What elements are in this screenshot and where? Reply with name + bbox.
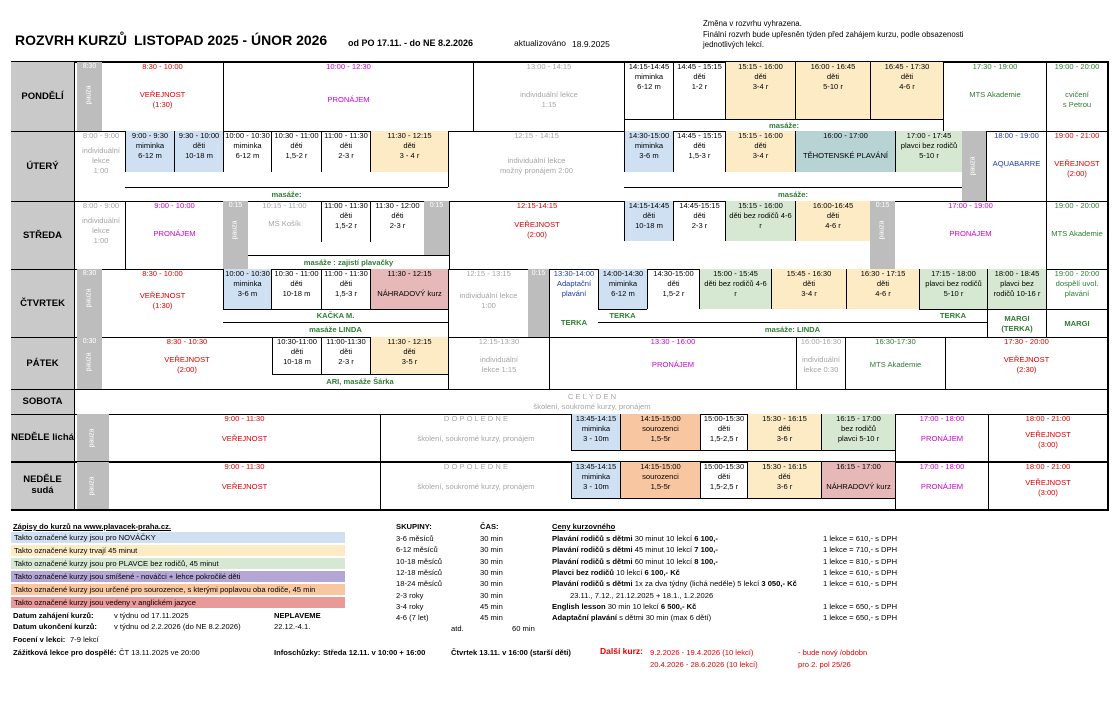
price-name: Plavání rodičů s dětmi: [552, 534, 633, 543]
group-time: 45 min: [480, 613, 503, 623]
info-label: Infoschůzky:: [274, 648, 321, 657]
course-slot[interactable]: 13:45-14:15 miminka 3 - 10m: [571, 414, 620, 450]
registration-link[interactable]: Zápisy do kurzů na www.plavacek-praha.cz.: [13, 522, 171, 531]
start-label: Datum zahájení kurzů:: [13, 611, 94, 620]
day-friday: PÁTEK: [11, 337, 75, 389]
course-slot[interactable]: 16:15 - 17:00 bez rodičů plavci 5-10 r: [821, 414, 895, 450]
full-day-slot[interactable]: C E L Ý D E N školení, soukromé kurzy, pronájem: [533, 391, 651, 411]
break-cell: pauza: [962, 131, 986, 201]
day-monday: PONDĚLÍ: [11, 62, 75, 131]
price-row: [552, 544, 718, 555]
notice-line: jednotlivých lekcí.: [703, 40, 765, 49]
price-detail: 1x za dva týdny (lichá neděle) 5 lekcí: [632, 579, 762, 589]
legend-item: Takto označené kurzy jsou pro PLAVCE bez rodičů, 45 minut: [11, 558, 345, 569]
academy-slot[interactable]: 17:30 - 19:00 MTS Akademie: [943, 62, 1046, 131]
course-slot[interactable]: 11:30 - 12:15 děti 3-5 r: [370, 337, 448, 374]
course-slot[interactable]: 15:30 - 16:15 děti 3-6 r: [747, 414, 821, 450]
course-slot[interactable]: 11:00 - 11:30 děti 1,5-2 r: [321, 201, 370, 242]
price-row: [552, 601, 696, 612]
new-note-1: - bude nový /obdobn: [798, 648, 868, 657]
replacement-course-slot[interactable]: 11:30 - 12:15 NÁHRADOVÝ kurz: [370, 269, 448, 309]
legend-item: Takto označené kurzy trvají 45 minut: [11, 545, 345, 556]
course-slot[interactable]: 11:30 - 12:15 děti 3 - 4 r: [370, 131, 448, 172]
notice-line: Změna v rozvrhu vyhrazena.: [703, 19, 802, 28]
page-title: ROZVRH KURZŮ: [15, 32, 127, 48]
price-per-lesson: 1 lekce = 810,- s DPH: [823, 556, 898, 566]
individual-lesson-slot[interactable]: 12:15-13:30 individuální lekce 1:15: [448, 337, 549, 389]
aquabarre-slot[interactable]: 18:00 - 19:00 AQUABARRE: [986, 131, 1046, 201]
group-name: 6-12 měsíců: [396, 545, 438, 555]
adult-swim-slot[interactable]: 19:00 - 20:00 dospělí uvol. plavání: [1046, 269, 1107, 309]
notice-line: Finální rozvrh bude upřesněn týden před zahájem kurzu, podle obsazenosti: [703, 29, 964, 39]
day-tuesday: ÚTERÝ: [11, 131, 75, 201]
price-detail: 23.11., 7.12., 21.12.2025 + 18.1., 1.2.2026: [570, 590, 714, 600]
price-detail: 45 minut 10 lekcí: [632, 545, 695, 555]
course-slot[interactable]: 15:15 - 16:00 děti bez rodičů 4-6 r: [725, 201, 795, 241]
course-slot[interactable]: 11:00 - 11:30 děti 2-3 r: [321, 131, 370, 172]
exercise-slot[interactable]: 19:00 - 20:00 cvičení s Petrou: [1046, 62, 1107, 131]
rental-slot[interactable]: 17:00 - 18:00 PRONÁJEM: [895, 462, 988, 509]
massage-bar: ARI, masáže Šárka: [272, 374, 448, 389]
group-time: 30 min: [480, 579, 503, 589]
course-slot[interactable]: 15:30 - 16:15 děti 3-6 r: [747, 462, 821, 498]
price-value: 6 100,-: [694, 534, 718, 543]
info-value-2: Čtvrtek 13.11. v 16:00 (starší děti): [451, 648, 571, 657]
rental-slot[interactable]: 9:00 - 10:00 PRONÁJEM: [125, 201, 223, 269]
instructor-bar: MARGI: [1046, 309, 1107, 337]
price-per-lesson: 1 lekce = 650,- s DPH: [823, 613, 898, 623]
break-cell: 0:15: [424, 201, 449, 255]
break-cell: 8:30 pauza: [77, 269, 102, 337]
course-slot[interactable]: 14:30-15:00 děti 1,5-2 r: [647, 269, 699, 309]
group-name: 18-24 měsíců: [396, 579, 443, 589]
replacement-course-slot[interactable]: 16:15 - 17:00 NÁHRADOVÝ kurz: [821, 462, 895, 498]
course-slot[interactable]: 10:00 - 10:30 miminka 3-6 m: [223, 269, 271, 309]
price-detail: s dětmi 30 min (max 6 dětí): [617, 613, 712, 623]
public-swim-slot[interactable]: 12:15-14:15 VEŘEJNOST (2:00): [449, 201, 624, 269]
break-cell: pauza: [77, 462, 109, 509]
kindergarten-slot[interactable]: 10:15 - 11:00 MŠ Košík: [262, 201, 307, 228]
individual-lesson-slot[interactable]: 8:00 - 9:00 individuální lekce 1:00: [82, 131, 120, 175]
group-sixty: 60 min: [512, 624, 535, 633]
course-slot[interactable]: 17:00 - 17:45 plavci bez rodičů 5-10 r: [895, 131, 962, 172]
adaptation-swim-slot[interactable]: 13:30-14:00 Adaptační plavání: [549, 269, 598, 309]
course-slot[interactable]: 14:15-15:00 sourozenci 1,5-5r: [620, 462, 700, 498]
course-slot[interactable]: 15:15 - 16:00 děti 3-4 r: [725, 62, 795, 119]
instructor-bar: TERKA: [598, 309, 647, 322]
groups-heading: SKUPINY:: [396, 522, 432, 531]
updated-date: 18.9.2025: [572, 39, 610, 49]
morning-slot[interactable]: D O P O L E D N E školení, soukromé kurzy, pronájem: [380, 414, 571, 461]
legend-item: Takto označené kurzy jsou smíšené - nováčci + lehce pokročilé děti: [11, 571, 345, 582]
price-detail: 30 min 10 lekcí: [605, 601, 661, 611]
price-detail: 10 lekcí: [614, 567, 645, 577]
course-slot[interactable]: 11:30 - 12:00 děti 2-3 r: [370, 201, 424, 242]
academy-slot[interactable]: 19:00 - 20:00 MTS Akademie: [1046, 201, 1107, 269]
morning-slot[interactable]: D O P O L E D N E školení, soukromé kurzy, pronájem: [380, 462, 571, 509]
massage-bar: masáže LINDA: [223, 322, 448, 337]
group-time: 30 min: [480, 556, 503, 566]
break-cell: 0:15 pauza: [223, 201, 248, 269]
notice: [703, 19, 964, 51]
public-swim-slot[interactable]: 8:30 - 10:00 VEŘEJNOST (1:30): [139, 62, 186, 109]
date-range: od PO 17.11. - do NE 8.2.2026: [348, 38, 474, 48]
course-slot[interactable]: 16:00-16:45 děti 4-6 r: [795, 201, 870, 241]
public-swim-slot[interactable]: 18:00 - 21:00 VEŘEJNOST (3:00): [988, 414, 1107, 461]
info-value-1: Středa 12.11. v 10:00 + 16:00: [323, 648, 426, 657]
day-saturday: SOBOTA: [11, 389, 75, 414]
course-slot[interactable]: 15:45 - 16:30 děti 3-4 r: [771, 269, 846, 309]
day-wednesday: STŘEDA: [11, 201, 75, 269]
no-swim-value: 22.12.-4.1.: [274, 622, 311, 631]
price-row: [552, 578, 797, 589]
experience-label: Zážitková lekce pro dospělé:: [13, 648, 117, 657]
price-value: 6 100,- Kč: [644, 567, 680, 577]
start-value: v týdnu od 17.11.2025: [114, 611, 189, 620]
course-slot[interactable]: 14:45 - 15:15 děti 1-2 r: [673, 62, 725, 119]
next-course-label: Další kurz:: [600, 646, 643, 656]
legend-item: Takto označené kurzy jsou pro NOVÁČKY: [11, 532, 345, 543]
public-swim-slot[interactable]: 8:30 - 10:00 VEŘEJNOST (1:30): [139, 269, 186, 310]
period-title: LISTOPAD 2025 - ÚNOR 2026: [134, 32, 328, 48]
course-slot[interactable]: 14:45 - 15:15 děti 1,5-3 r: [673, 131, 725, 172]
updated-label: aktualizováno: [514, 38, 566, 48]
experience-value: ČT 13.11.2025 ve 20:00: [119, 648, 200, 657]
rental-slot[interactable]: 10:00 - 12:30 PRONÁJEM: [223, 62, 473, 131]
course-slot[interactable]: 11:00-11:30 děti 2-3 r: [321, 337, 370, 374]
massage-bar: masáže : zajistí plavačky: [248, 255, 449, 269]
time-heading: ČAS:: [480, 522, 499, 531]
rental-slot[interactable]: 17:00 - 19:00 PRONÁJEM: [948, 201, 993, 238]
day-thursday: ČTVRTEK: [11, 269, 75, 337]
group-name: 12-18 měsíců: [396, 567, 443, 577]
course-slot[interactable]: 10:00 - 10:30 miminka 6-12 m: [223, 131, 271, 172]
course-slot[interactable]: 15:00 - 15:45 děti bez rodičů 4-6 r: [699, 269, 771, 309]
price-row: [552, 533, 718, 544]
no-swim-label: NEPLAVEME: [274, 611, 321, 620]
group-time: 30 min: [480, 545, 503, 555]
course-slot[interactable]: 13:45-14:15 miminka 3 - 10m: [571, 462, 620, 498]
price-name: Plavci bez rodičů: [552, 567, 615, 577]
course-slot[interactable]: 15:00-15:30 děti 1,5-2,5 r: [700, 462, 747, 498]
day-sunday-odd: NEDĚLE lichá: [11, 414, 75, 461]
course-slot[interactable]: 18:00 - 18:45 plavci bez rodičů 10-16 r: [987, 269, 1046, 309]
price-value: 6 500,- Kč: [660, 601, 697, 611]
price-value: 7 100,-: [694, 545, 718, 555]
massage-bar: masáže:: [125, 187, 448, 201]
new-note-2: pro 2. pol 25/26: [798, 660, 851, 669]
course-slot[interactable]: 17:15 - 18:00 plavci bez rodičů 5-10 r: [919, 269, 987, 309]
break-cell: pauza: [77, 414, 109, 461]
price-per-lesson: 1 lekce = 650,- s DPH: [823, 601, 898, 611]
price-row: [552, 567, 680, 578]
public-swim-slot[interactable]: 9:00 - 11:30 VEŘEJNOST: [221, 462, 268, 491]
massage-bar: masáže:: [624, 187, 962, 201]
individual-lesson-slot[interactable]: 16:00-16:30 individuální lekce 0:30: [796, 337, 845, 389]
price-per-lesson: 1 lekce = 710,- s DPH: [823, 545, 898, 555]
instructor-bar: KAČKA M.: [223, 309, 448, 322]
photo-value: 7-9 lekcí: [70, 635, 99, 644]
group-name: 4-6 (7 let): [396, 613, 429, 623]
legend-item: Takto označené kurzy jsou vedeny v anglickém jazyce: [11, 597, 345, 608]
legend-item: Takto označené kurzy jsou určené pro sourozence, s kterými poplavou oba rodiče, 45 min: [11, 584, 345, 595]
individual-lesson-slot[interactable]: 12:15 - 14:15 individuální lekce možný pronájem 2:00: [448, 131, 624, 187]
course-slot[interactable]: 14:30-15:00 miminka 3-6 m: [624, 131, 673, 172]
course-slot[interactable]: 16:45 - 17:30 děti 4-6 r: [870, 62, 943, 119]
course-slot[interactable]: 16:00 - 16:45 děti 5-10 r: [795, 62, 870, 119]
public-swim-slot[interactable]: 9:00 - 11:30 VEŘEJNOST: [221, 414, 268, 443]
day-sunday-even: NEDĚLE sudá: [11, 461, 75, 509]
price-name: Plavání rodičů s dětmi: [552, 556, 633, 566]
public-swim-slot[interactable]: 17:30 - 20:00 VEŘEJNOST (2:30): [945, 337, 1107, 389]
group-name: 2-3 roky: [396, 590, 424, 600]
price-per-lesson: 1 lekce = 610,- s DPH: [823, 579, 898, 589]
break-cell: 8:30 pauza: [77, 62, 102, 131]
price-row: [552, 612, 711, 623]
group-time: 30 min: [480, 534, 503, 543]
instructor-bar: TERKA: [919, 309, 987, 322]
price-name: Adaptační plavání: [552, 613, 617, 623]
course-slot[interactable]: 14:15-15:00 sourozenci 1,5-5r: [620, 414, 700, 450]
group-name: 3-4 roky: [396, 601, 424, 611]
public-swim-slot[interactable]: 19:00 - 21:00 VEŘEJNOST (2:00): [1046, 131, 1107, 201]
course-slot[interactable]: 10:30 - 11:00 děti 10-18 m: [271, 269, 321, 309]
price-name: English lesson: [552, 601, 606, 611]
next-course-2: 20.4.2026 - 28.6.2026 (10 lekcí): [650, 660, 758, 669]
course-slot[interactable]: 9:30 - 10:00 děti 10-18 m: [174, 131, 223, 172]
next-course-1: 9.2.2026 - 19.4.2026 (10 lekcí): [650, 648, 754, 657]
group-name: 10-18 měsíců: [396, 556, 443, 566]
price-row: [552, 556, 718, 567]
course-slot[interactable]: 11:00 - 11:30 děti 1,5-3 r: [321, 269, 370, 309]
course-slot[interactable]: 15:15 - 16:00 děti 3-4 r: [725, 131, 795, 172]
course-slot[interactable]: 16:30 - 17:15 děti 4-6 r: [846, 269, 919, 309]
price-value: 8 100,-: [694, 556, 718, 566]
break-cell: 0:15 pauza: [870, 201, 895, 269]
price-name: Plavání rodičů s dětmi: [552, 545, 633, 555]
price-row: [570, 590, 713, 601]
pregnancy-swim-slot[interactable]: 16:00 - 17:00 TĚHOTENSKÉ PLAVÁNÍ: [795, 131, 895, 172]
price-value: 3 050,- Kč: [761, 579, 797, 589]
public-swim-slot[interactable]: 18:00 - 21:00 VEŘEJNOST (3:00): [988, 462, 1107, 509]
course-slot[interactable]: 15:00-15:30 děti 1,5-2,5 r: [700, 414, 747, 450]
course-slot[interactable]: 9:00 - 9:30 miminka 6-12 m: [125, 131, 174, 172]
price-per-lesson: 1 lekce = 610,- s DPH: [823, 567, 898, 577]
group-time: 30 min: [480, 590, 503, 600]
photo-label: Focení v lekci:: [13, 635, 66, 644]
price-name: Plavání rodičů s dětmi: [552, 579, 633, 589]
course-slot[interactable]: 10:30-11:00 děti 10-18 m: [272, 337, 321, 374]
break-cell: 0:15: [528, 269, 549, 337]
massage-bar: masáže:: [624, 119, 943, 131]
course-slot[interactable]: 14:15-14:45 miminka 6-12 m: [624, 62, 673, 119]
rental-slot[interactable]: 17:00 - 18:00 PRONÁJEM: [895, 414, 988, 461]
course-slot[interactable]: 10:30 - 11:00 děti 1,5-2 r: [271, 131, 321, 172]
individual-lesson-slot[interactable]: 12:15 - 13:15 individuální lekce 1:00: [448, 269, 528, 337]
course-slot[interactable]: 14:15-14:45 děti 10-18 m: [624, 201, 673, 241]
prices-heading: Ceny kurzovného: [552, 522, 616, 531]
end-label: Datum ukončení kurzů:: [13, 622, 97, 631]
break-cell: 0:30 pauza: [77, 337, 102, 389]
rental-slot[interactable]: 13:30 - 16:00 PRONÁJEM: [549, 337, 796, 389]
course-slot[interactable]: 14:45-15:15 děti 2-3 r: [673, 201, 725, 241]
instructor-bar: TERKA: [549, 309, 598, 337]
individual-lesson-slot[interactable]: 13:00 - 14:15 individuální lekce 1:15: [473, 62, 624, 131]
individual-lesson-slot[interactable]: 8:00 - 9:00 individuální lekce 1:00: [82, 201, 120, 245]
price-per-lesson: 1 lekce = 610,- s DPH: [823, 534, 898, 543]
price-detail: 30 minut 10 lekcí: [632, 534, 695, 543]
instructor-bar: MARGI (TERKA): [987, 309, 1046, 337]
group-time: 45 min: [480, 601, 503, 611]
course-slot[interactable]: 14:00-14:30 miminka 6-12 m: [598, 269, 647, 309]
end-value: v týdnu od 2.2.2026 (do NE 8.2.2026): [114, 622, 241, 631]
massage-bar: masáže: LINDA: [598, 322, 987, 337]
price-detail: 60 minut 10 lekcí: [632, 556, 695, 566]
public-swim-slot[interactable]: 8:30 - 10:30 VEŘEJNOST (2:00): [164, 337, 210, 374]
academy-slot[interactable]: 16:30-17:30 MTS Akademie: [845, 337, 945, 389]
group-time: 30 min: [480, 567, 503, 577]
group-etc: atd.: [451, 624, 464, 633]
group-name: 3-6 měsíců: [396, 534, 434, 543]
